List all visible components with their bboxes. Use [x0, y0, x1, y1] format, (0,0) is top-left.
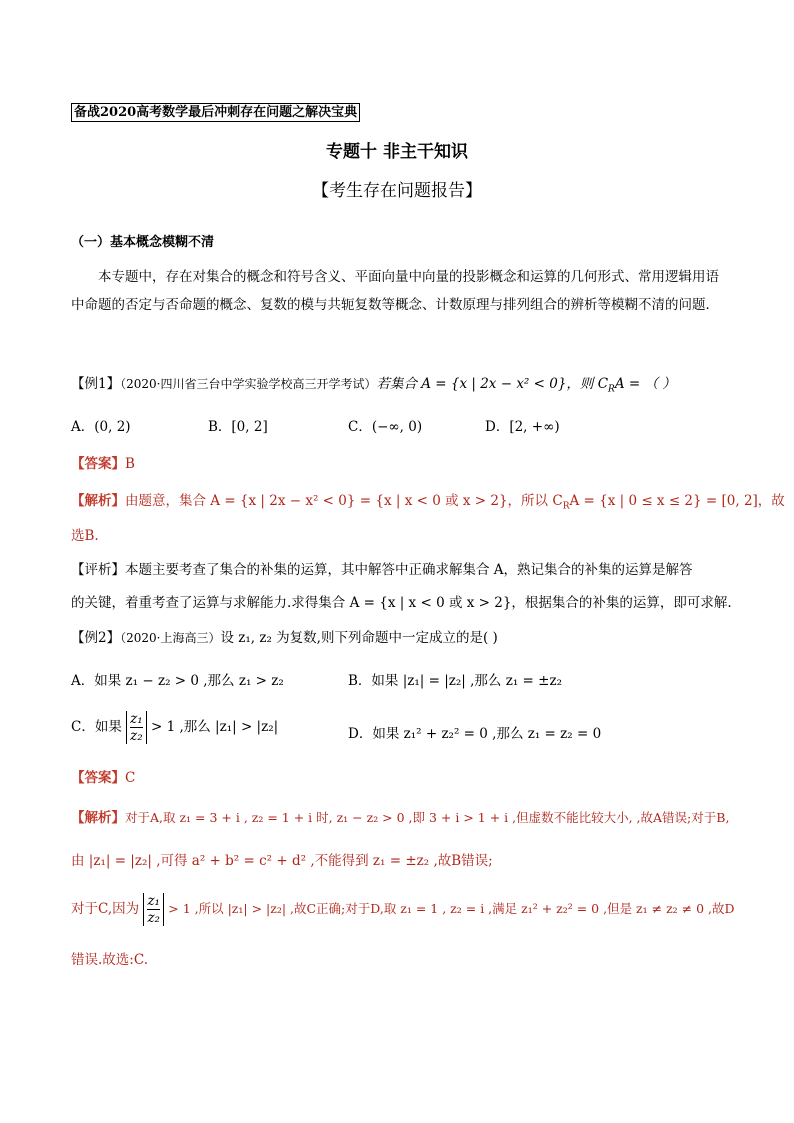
option-c-denominator: z₂ — [130, 728, 143, 744]
option-c-fraction — [126, 711, 147, 744]
comment-label: 【评析】 — [71, 562, 125, 578]
example1-question-sub: R — [608, 384, 615, 395]
example2-option-b: B．如果 |z₁| = |z₂| ,那么 z₁ = ±z₂ — [348, 673, 562, 689]
example2-option-a: A．如果 z₁ − z₂ > 0 ,那么 z₁ > z₂ — [71, 673, 284, 689]
example2-analysis-line1 — [71, 806, 729, 826]
example2-question: 设 z₁, z₂ 为复数,则下列命题中一定成立的是( ) — [220, 630, 498, 646]
example2-analysis-line2: 由 |z₁| = |z₂| ,可得 a² + b² = c² + d² ,不能得到 z₁ = ±z₂ ,故B错误; — [71, 853, 493, 869]
page-subtitle: 【考生存在问题报告】 — [312, 181, 482, 201]
option-c-post: > 1 ,那么 |z₁| > |z₂| — [150, 719, 279, 735]
answer-value: B — [125, 456, 135, 472]
example2-option-c — [71, 711, 278, 744]
option-c-numerator: z₁ — [130, 711, 143, 727]
analysis2-numerator: z₁ — [147, 893, 160, 909]
example1-comment-line1 — [71, 558, 693, 578]
example2-answer — [71, 766, 135, 786]
page-title: 专题十 非主干知识 — [326, 142, 468, 162]
answer2-value: C — [125, 770, 136, 786]
example1-label: 【例1】 — [71, 376, 121, 392]
example1-stem — [71, 372, 676, 395]
analysis2-denominator: z₂ — [147, 910, 160, 926]
analysis-label: 【解析】 — [71, 493, 125, 509]
example1-analysis-line2: 选B. — [71, 528, 99, 544]
analysis2-label: 【解析】 — [71, 810, 125, 826]
example2-analysis-line3 — [71, 893, 735, 926]
analysis-sub: R — [562, 501, 570, 512]
example1-source: （2020·四川省三台中学实验学校高三开学考试） — [120, 377, 377, 391]
example2-stem — [71, 626, 498, 646]
example1-option-d: D．[2, +∞) — [485, 419, 560, 435]
example1-option-a: A．(0, 2) — [71, 419, 131, 435]
answer2-label: 【答案】 — [71, 770, 125, 786]
example1-answer — [71, 452, 135, 472]
analysis2-post: > 1 ,所以 |z₁| > |z₂| ,故C正确;对于D,取 z₁ = 1 , z₂ = i ,满足 z₁² + z₂² = 0 ,但是 z₁ ≠ z₂ ≠ 0 ,故D — [168, 901, 735, 916]
example1-analysis-line1 — [71, 489, 785, 512]
example2-analysis-line4: 错误.故选:C. — [71, 952, 148, 968]
series-header: 备战2020高考数学最后冲刺存在问题之解决宝典 — [71, 103, 360, 122]
example1-option-c: C．(−∞, 0) — [348, 419, 423, 435]
example1-comment-line2: 的关键，着重考查了运算与求解能力.求得集合 A = {x | x < 0 或 x > 2}，根据集合的补集的运算，即可求解. — [71, 595, 732, 611]
analysis-text-1: 由题意，集合 A = {x | 2x − x² < 0} = {x | x < 0 或 x > 2}，所以 C — [125, 493, 563, 509]
answer-label: 【答案】 — [71, 456, 125, 472]
analysis2-text-1: 对于A,取 z₁ = 3 + i , z₂ = 1 + i 时, z₁ − z₂ > 0 ,即 3 + i > 1 + i ,但虚数不能比较大小, ,故A错误;对于B, — [125, 810, 730, 825]
intro-paragraph: 本专题中，存在对集合的概念和符号含义、平面向量中向量的投影概念和运算的几何形式、常用逻辑用语中命题的否定与否命题的概念、复数的模与共轭复数等概念、计数原理与排列组合的辨析等模糊不清的问题． — [71, 269, 719, 313]
option-c-pre: C．如果 — [71, 719, 122, 735]
example1-option-b: B．[0, 2] — [208, 419, 268, 435]
section-heading: （一）基本概念模糊不清 — [71, 235, 215, 250]
example1-question-end: A = （ ） — [614, 376, 676, 392]
analysis2-pre: 对于C,因为 — [71, 901, 140, 917]
comment-text-1: 本题主要考查了集合的补集的运算，其中解答中正确求解集合 A，熟记集合的补集的运算是解答 — [125, 562, 693, 578]
analysis-text-2: A = {x | 0 ≤ x ≤ 2} = [0, 2]，故 — [569, 493, 785, 509]
example2-option-d: D．如果 z₁² + z₂² = 0 ,那么 z₁ = z₂ = 0 — [348, 726, 602, 742]
analysis2-fraction — [143, 893, 164, 926]
example1-question: 若集合 A = {x | 2x − x² < 0}，则 C — [376, 376, 609, 392]
example2-source: （2020·上海高三） — [120, 631, 221, 645]
example2-label: 【例2】 — [71, 630, 121, 646]
